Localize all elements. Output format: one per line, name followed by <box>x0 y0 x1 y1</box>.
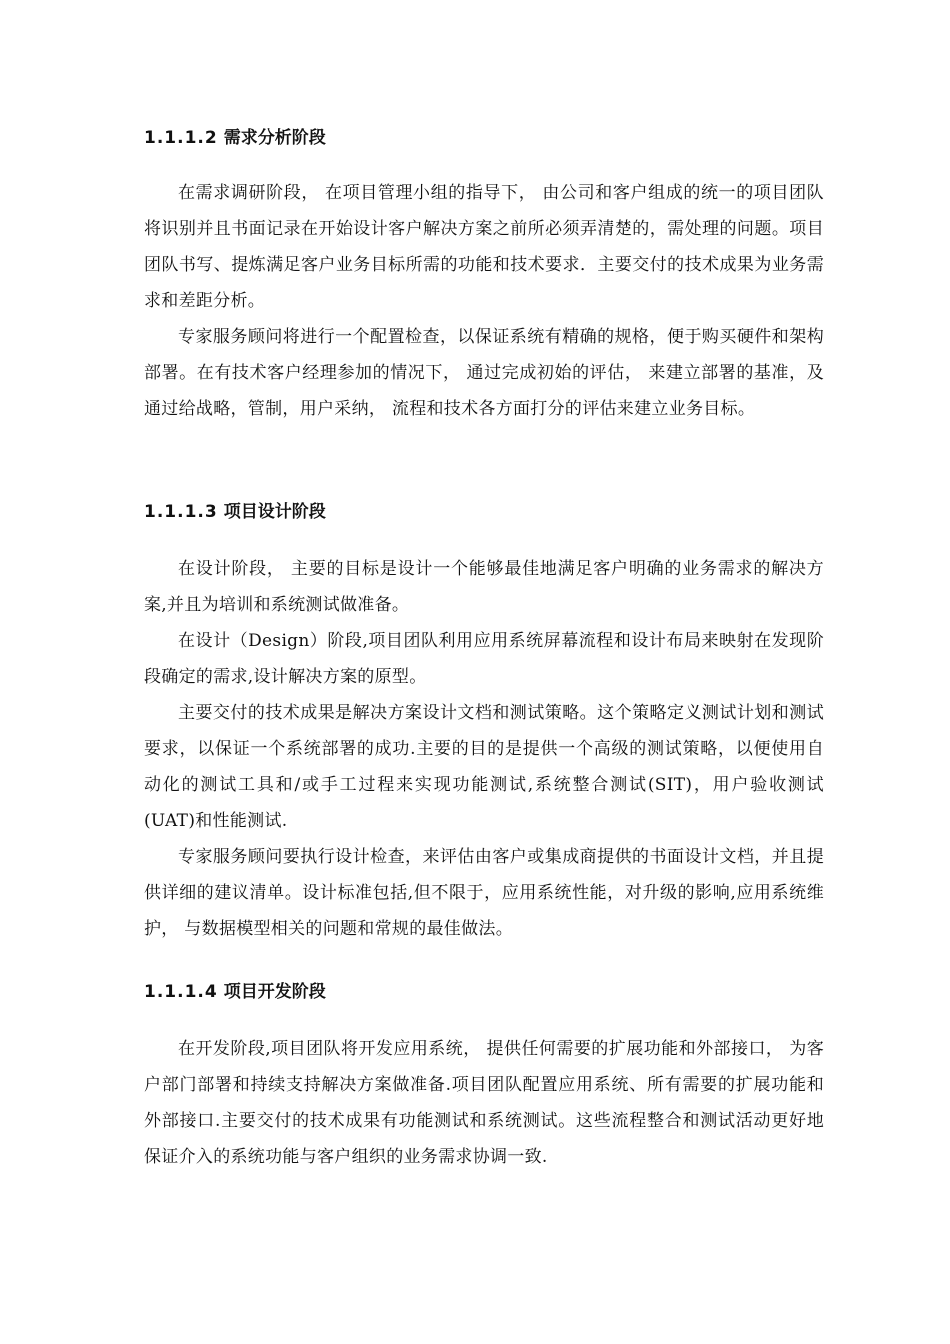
section-title: 需求分析阶段 <box>223 128 326 148</box>
section-body <box>144 551 824 947</box>
paragraph: 在开发阶段,项目团队将开发应用系统， 提供任何需要的扩展功能和外部接口， 为客户部门部署和持续支持解决方案做准备.项目团队配置应用系统、所有需要的扩展功能和外部接口.主要交付的技术成果有功能测试和系统测试。这些流程整合和测试活动更好地保证介入的系统功能与客户组织的业务需求协调一致. <box>144 1039 824 1167</box>
section-body <box>144 1031 824 1175</box>
paragraph: 专家服务顾问要执行设计检查，来评估由客户或集成商提供的书面设计文档，并且提供详细的建议清单。设计标准包括,但不限于，应用系统性能，对升级的影响,应用系统维护， 与数据模型相关的问题和常规的最佳做法。 <box>144 847 824 939</box>
paragraph: 主要交付的技术成果是解决方案设计文档和测试策略。这个策略定义测试计划和测试要求，以保证一个系统部署的成功.主要的目的是提供一个高级的测试策略，以便使用自动化的测试工具和/或手工过程来实现功能测试,系统整合测试(SIT)，用户验收测试 (UAT)和性能测试. <box>144 703 824 831</box>
section-title: 项目设计阶段 <box>223 502 326 522</box>
paragraph: 在设计阶段， 主要的目标是设计一个能够最佳地满足客户明确的业务需求的解决方案,并且为培训和系统测试做准备。 <box>144 559 824 615</box>
section-title: 项目开发阶段 <box>223 982 326 1002</box>
section-heading <box>144 980 824 1004</box>
section-number: 1.1.1.4 <box>144 982 218 1002</box>
section-body <box>144 175 824 427</box>
section-heading <box>144 126 824 150</box>
section-number: 1.1.1.2 <box>144 128 218 148</box>
paragraph: 在设计（Design）阶段,项目团队利用应用系统屏幕流程和设计布局来映射在发现阶段确定的需求,设计解决方案的原型。 <box>144 631 824 687</box>
section-number: 1.1.1.3 <box>144 502 218 522</box>
section-heading <box>144 500 824 524</box>
paragraph: 专家服务顾问将进行一个配置检查，以保证系统有精确的规格，便于购买硬件和架构部署。在有技术客户经理参加的情况下， 通过完成初始的评估， 来建立部署的基准，及通过给战略，管制，用户采纳， 流程和技术各方面打分的评估来建立业务目标。 <box>144 327 824 419</box>
paragraph: 在需求调研阶段， 在项目管理小组的指导下， 由公司和客户组成的统一的项目团队将识别并且书面记录在开始设计客户解决方案之前所必须弄清楚的，需处理的问题。项目团队书写、提炼满足客户业务目标所需的功能和技术要求．主要交付的技术成果为业务需求和差距分析。 <box>144 183 824 311</box>
